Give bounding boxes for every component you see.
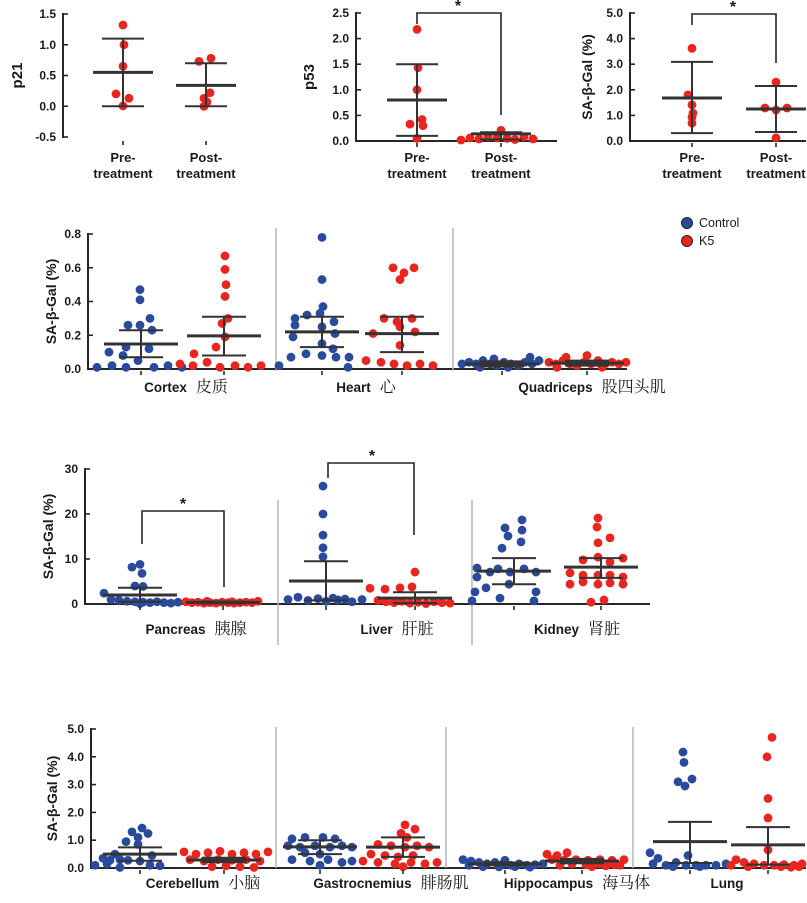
data-point bbox=[681, 782, 690, 791]
group-label: Cerebellum 小脑 bbox=[145, 875, 261, 892]
data-point bbox=[606, 578, 615, 587]
data-point bbox=[406, 120, 415, 129]
data-point bbox=[125, 94, 134, 103]
data-point bbox=[482, 583, 491, 592]
group-label: Quadriceps 股四头肌 bbox=[518, 379, 666, 396]
data-point bbox=[124, 321, 133, 330]
y-tick-label: 5.0 bbox=[67, 722, 84, 736]
y-tick-label: 0.4 bbox=[64, 294, 81, 309]
data-point bbox=[204, 848, 213, 857]
data-point bbox=[471, 587, 480, 596]
data-point bbox=[116, 855, 125, 864]
data-point bbox=[526, 353, 535, 362]
data-point bbox=[421, 859, 430, 868]
data-point bbox=[532, 587, 541, 596]
data-point bbox=[517, 538, 526, 547]
category-label-line1: Post- bbox=[484, 150, 518, 165]
data-point bbox=[583, 351, 592, 360]
y-tick-label: 0.8 bbox=[64, 227, 81, 241]
data-point bbox=[593, 523, 602, 532]
data-point bbox=[136, 560, 145, 569]
y-tick-label: 0.0 bbox=[39, 99, 56, 114]
data-point bbox=[419, 121, 428, 130]
data-point bbox=[119, 21, 128, 30]
significance-star: * bbox=[729, 0, 737, 16]
data-point bbox=[218, 319, 227, 328]
category-label-line1: Post- bbox=[189, 150, 223, 165]
data-point bbox=[680, 758, 689, 767]
data-point bbox=[381, 585, 390, 594]
y-tick-label: 5.0 bbox=[606, 6, 623, 20]
panel-p21 bbox=[9, 7, 236, 181]
data-point bbox=[377, 358, 386, 367]
data-point bbox=[156, 861, 165, 870]
significance-bracket bbox=[142, 511, 224, 587]
y-tick-label: 0.5 bbox=[332, 108, 349, 123]
data-point bbox=[518, 515, 527, 524]
group-label: Gastrocnemius 腓肠肌 bbox=[313, 875, 469, 892]
y-tick-label: 20 bbox=[64, 507, 78, 521]
data-point bbox=[408, 583, 417, 592]
data-point bbox=[195, 57, 204, 66]
y-axis-title: SA-β-Gal (%) bbox=[40, 493, 56, 580]
data-point bbox=[131, 582, 140, 591]
data-point bbox=[411, 568, 420, 577]
data-point bbox=[348, 857, 357, 866]
data-point bbox=[119, 351, 128, 360]
data-point bbox=[221, 292, 230, 301]
panel-p53 bbox=[301, 0, 557, 181]
data-point bbox=[122, 363, 131, 372]
data-point bbox=[207, 54, 216, 63]
data-point bbox=[318, 233, 327, 242]
y-tick-label: 0.6 bbox=[64, 260, 81, 275]
y-tick-label: 30 bbox=[64, 462, 78, 476]
data-point bbox=[764, 814, 773, 823]
data-point bbox=[587, 598, 596, 607]
y-tick-label: 0.0 bbox=[606, 134, 623, 148]
data-point bbox=[764, 794, 773, 803]
data-point bbox=[128, 563, 137, 572]
category-label-line1: Pre- bbox=[679, 150, 705, 165]
data-point bbox=[389, 263, 398, 272]
y-tick-label: 0 bbox=[71, 597, 78, 611]
data-point bbox=[176, 360, 185, 369]
data-point bbox=[105, 348, 114, 357]
data-point bbox=[366, 584, 375, 593]
data-point bbox=[501, 524, 510, 533]
data-point bbox=[319, 482, 328, 491]
significance-bracket bbox=[692, 14, 776, 63]
y-axis-title: SA-β-Gal (%) bbox=[579, 34, 595, 120]
data-point bbox=[221, 252, 230, 261]
y-tick-label: 0.0 bbox=[64, 362, 81, 376]
data-point bbox=[359, 857, 368, 866]
data-point bbox=[408, 314, 417, 323]
data-point bbox=[433, 858, 442, 867]
data-point bbox=[518, 526, 527, 535]
data-point bbox=[112, 90, 121, 99]
data-point bbox=[688, 775, 697, 784]
data-point bbox=[401, 821, 410, 830]
data-point bbox=[763, 752, 772, 761]
group-label: Heart 心 bbox=[336, 379, 396, 396]
category-label-line2: treatment bbox=[93, 166, 153, 181]
data-point bbox=[190, 349, 199, 358]
data-point bbox=[619, 580, 628, 589]
data-point bbox=[468, 596, 477, 605]
panel-sab_prepost bbox=[579, 0, 806, 181]
panel-tissues_mid bbox=[40, 448, 650, 645]
data-point bbox=[189, 361, 198, 370]
data-point bbox=[244, 363, 253, 372]
panel-tissues_bottom bbox=[44, 722, 806, 892]
y-tick-label: 1.5 bbox=[332, 57, 349, 72]
data-point bbox=[407, 858, 416, 867]
data-point bbox=[216, 363, 225, 372]
y-tick-label: -0.5 bbox=[35, 130, 56, 144]
data-point bbox=[332, 353, 341, 362]
data-point bbox=[390, 360, 399, 369]
data-point bbox=[429, 361, 438, 370]
data-point bbox=[744, 862, 753, 871]
data-point bbox=[403, 361, 412, 370]
data-point bbox=[411, 825, 420, 834]
y-tick-label: 2.5 bbox=[332, 6, 349, 20]
data-point bbox=[324, 855, 333, 864]
legend-item-k5 bbox=[681, 234, 739, 248]
y-tick-label: 4.0 bbox=[606, 31, 623, 46]
y-tick-label: 1.0 bbox=[67, 833, 84, 848]
data-point bbox=[566, 580, 575, 589]
y-tick-label: 0.0 bbox=[332, 134, 349, 148]
data-point bbox=[284, 595, 293, 604]
data-point bbox=[203, 358, 212, 367]
y-tick-label: 1.5 bbox=[39, 7, 56, 21]
data-point bbox=[367, 850, 376, 859]
data-point bbox=[275, 361, 284, 370]
data-point bbox=[396, 583, 405, 592]
significance-bracket bbox=[328, 463, 414, 535]
data-point bbox=[138, 569, 147, 578]
data-point bbox=[216, 847, 225, 856]
data-point bbox=[301, 848, 310, 857]
y-tick-label: 0.5 bbox=[39, 68, 56, 83]
data-point bbox=[473, 573, 482, 582]
data-point bbox=[136, 321, 145, 330]
data-point bbox=[457, 136, 466, 145]
data-point bbox=[250, 863, 259, 872]
category-label-line2: treatment bbox=[176, 166, 236, 181]
data-point bbox=[529, 135, 538, 144]
data-point bbox=[498, 544, 507, 553]
data-point bbox=[318, 275, 327, 284]
data-point bbox=[594, 580, 603, 589]
data-point bbox=[108, 361, 117, 370]
data-point bbox=[649, 859, 658, 868]
data-point bbox=[164, 361, 173, 370]
data-point bbox=[410, 263, 419, 272]
data-point bbox=[306, 857, 315, 866]
legend bbox=[681, 216, 739, 248]
data-point bbox=[381, 851, 390, 860]
data-point bbox=[712, 861, 721, 870]
data-point bbox=[329, 344, 338, 353]
data-point bbox=[318, 351, 327, 360]
y-tick-label: 2.0 bbox=[67, 805, 84, 820]
data-point bbox=[180, 847, 189, 856]
data-point bbox=[319, 543, 328, 552]
legend-label-control: Control bbox=[699, 216, 740, 230]
group-label: Hippocampus 海马体 bbox=[503, 875, 651, 892]
data-point bbox=[314, 594, 323, 603]
data-point bbox=[93, 363, 102, 372]
group-label: Pancreas 胰腺 bbox=[145, 621, 247, 638]
data-point bbox=[116, 863, 125, 872]
category-label-line2: treatment bbox=[387, 166, 447, 181]
data-point bbox=[319, 531, 328, 540]
data-point bbox=[264, 847, 273, 856]
control-dot-icon bbox=[681, 217, 693, 229]
category-label-line2: treatment bbox=[471, 166, 531, 181]
data-point bbox=[600, 596, 609, 605]
y-tick-label: 1.0 bbox=[39, 37, 56, 52]
data-point bbox=[208, 862, 217, 871]
significance-star: * bbox=[368, 448, 376, 465]
data-point bbox=[291, 321, 300, 330]
y-tick-label: 0.0 bbox=[67, 861, 84, 875]
data-point bbox=[122, 837, 131, 846]
data-point bbox=[316, 861, 325, 870]
data-point bbox=[115, 596, 124, 605]
data-point bbox=[688, 44, 697, 53]
data-point bbox=[330, 317, 339, 326]
k5-dot-icon bbox=[681, 235, 693, 247]
group-label: Lung bbox=[710, 876, 744, 891]
data-point bbox=[795, 862, 804, 871]
panel-tissues_low bbox=[43, 227, 666, 396]
category-label-line2: treatment bbox=[746, 166, 806, 181]
data-point bbox=[303, 311, 312, 320]
y-tick-label: 1.0 bbox=[606, 108, 623, 123]
data-point bbox=[446, 599, 455, 608]
data-point bbox=[503, 134, 512, 143]
data-point bbox=[212, 343, 221, 352]
data-point bbox=[236, 862, 245, 871]
data-point bbox=[222, 280, 231, 289]
data-point bbox=[768, 733, 777, 742]
data-point bbox=[302, 349, 311, 358]
data-point bbox=[772, 134, 781, 143]
group-label: Liver 肝脏 bbox=[360, 621, 434, 638]
legend-item-control bbox=[681, 216, 739, 230]
data-point bbox=[679, 748, 688, 757]
data-point bbox=[566, 569, 575, 578]
data-point bbox=[358, 595, 367, 604]
data-point bbox=[727, 861, 736, 870]
y-axis-title: p53 bbox=[301, 64, 318, 90]
y-tick-label: 3.0 bbox=[67, 777, 84, 792]
data-point bbox=[146, 861, 155, 870]
group-label: Cortex 皮质 bbox=[144, 379, 228, 396]
data-point bbox=[145, 344, 154, 353]
data-point bbox=[345, 353, 354, 362]
data-point bbox=[416, 360, 425, 369]
data-point bbox=[594, 538, 603, 547]
data-point bbox=[289, 333, 298, 342]
data-point bbox=[413, 25, 422, 34]
y-tick-label: 2.0 bbox=[332, 31, 349, 46]
category-label-line1: Pre- bbox=[404, 150, 430, 165]
y-axis-title: SA-β-Gal (%) bbox=[43, 258, 59, 345]
data-point bbox=[374, 858, 383, 867]
data-point bbox=[294, 593, 303, 602]
data-point bbox=[319, 510, 328, 519]
data-point bbox=[504, 532, 513, 541]
data-point bbox=[287, 353, 296, 362]
data-point bbox=[91, 861, 100, 870]
data-point bbox=[646, 848, 655, 857]
significance-star: * bbox=[454, 0, 462, 15]
data-point bbox=[399, 862, 408, 871]
data-point bbox=[579, 556, 588, 565]
y-axis-title: p21 bbox=[9, 62, 26, 89]
data-point bbox=[288, 855, 297, 864]
data-point bbox=[594, 514, 603, 523]
data-point bbox=[777, 862, 786, 871]
category-label-line1: Pre- bbox=[110, 150, 136, 165]
data-point bbox=[331, 834, 340, 843]
y-tick-label: 2.0 bbox=[606, 82, 623, 97]
y-tick-label: 4.0 bbox=[67, 749, 84, 764]
data-point bbox=[380, 314, 389, 323]
data-point bbox=[146, 314, 155, 323]
legend-label-k5: K5 bbox=[699, 234, 715, 248]
data-point bbox=[396, 341, 405, 350]
data-point bbox=[136, 295, 145, 304]
category-label-line2: treatment bbox=[662, 166, 722, 181]
y-tick-label: 3.0 bbox=[606, 57, 623, 72]
data-point bbox=[231, 361, 240, 370]
data-point bbox=[563, 848, 572, 857]
group-label: Kidney 肾脏 bbox=[533, 621, 621, 638]
data-point bbox=[221, 265, 230, 274]
data-point bbox=[362, 356, 371, 365]
data-point bbox=[144, 829, 153, 838]
data-point bbox=[344, 363, 353, 372]
data-point bbox=[396, 275, 405, 284]
y-tick-label: 0.2 bbox=[64, 328, 81, 343]
y-tick-label: 10 bbox=[64, 552, 78, 566]
category-label-line1: Post- bbox=[759, 150, 793, 165]
y-tick-label: 1.0 bbox=[332, 82, 349, 97]
data-point bbox=[348, 597, 357, 606]
y-axis-title: SA-β-Gal (%) bbox=[44, 755, 60, 842]
data-point bbox=[391, 859, 400, 868]
data-point bbox=[174, 598, 183, 607]
data-point bbox=[257, 361, 266, 370]
data-point bbox=[396, 322, 405, 331]
data-point bbox=[319, 552, 328, 561]
data-point bbox=[150, 363, 159, 372]
data-point bbox=[496, 594, 505, 603]
data-point bbox=[103, 859, 112, 868]
data-point bbox=[684, 851, 693, 860]
data-point bbox=[606, 533, 615, 542]
data-point bbox=[338, 858, 347, 867]
data-point bbox=[136, 285, 145, 294]
data-point bbox=[530, 596, 539, 605]
significance-star: * bbox=[179, 496, 187, 513]
